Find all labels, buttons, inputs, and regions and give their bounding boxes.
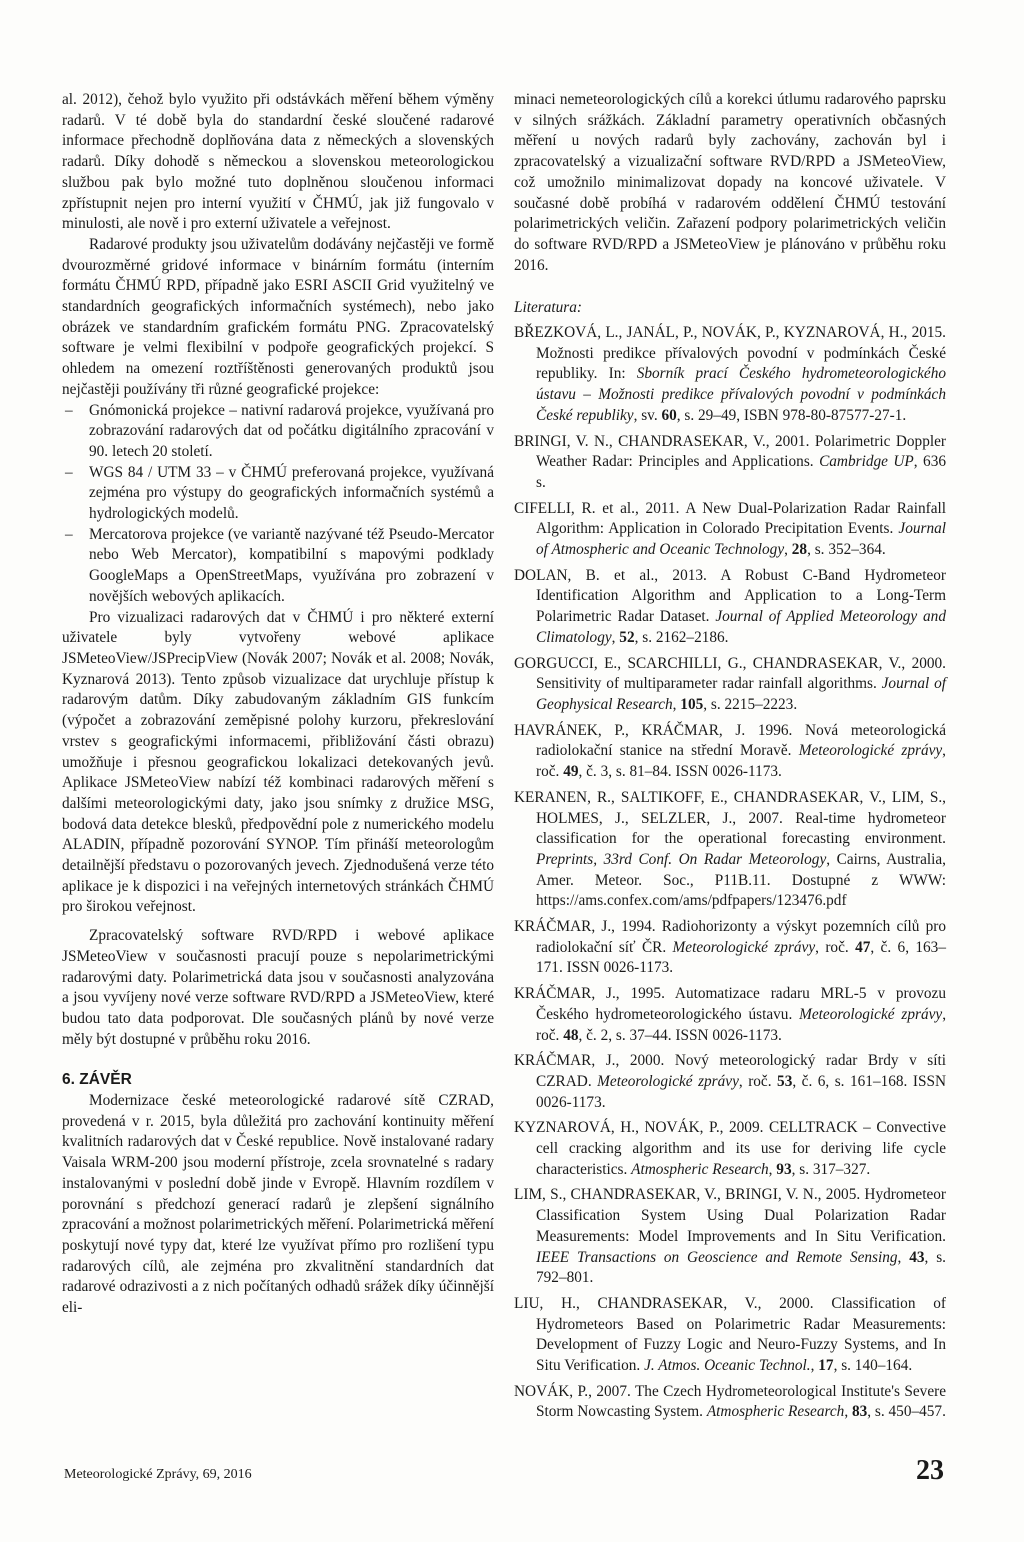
reference-mid: , Cairns, Australia, Amer. Meteor. Soc., P11B.11. Dostupné z WWW: https://ams.confex.com/ams/pdfpapers/123476.pdf: [536, 850, 946, 910]
literature-label: Literatura:: [514, 299, 582, 317]
paragraph: Radarové produkty jsou uživatelům dodávány nejčastěji ve formě dvourozměrné gridové informace v binárním formátu (interním formátu ČHMÚ RPD, případně jako ESRI ASCII Grid využitelný ve standardních geografických informačních systémech), nebo jako obrázek ve standardním grafickém formátu PNG. Zpracovatelský software je velmi flexibilní v podpoře geografických projekcí. S ohledem na omezení roztříštěnosti generovaných produktů jsou nejčastěji používány tři různé geografické projekce:: [62, 235, 494, 398]
reference-em: J. Atmos. Oceanic Technol.: [644, 1357, 811, 1375]
reference-em: Atmospheric Research: [706, 1403, 845, 1421]
reference-b: 60: [661, 406, 677, 424]
reference-item: [514, 917, 946, 979]
projection-list: [62, 401, 494, 608]
reference-item: [514, 1051, 946, 1113]
reference-pre: HAVRÁNEK, P., KRÁČMAR, J. 1996. Nová meteorologická radiolokační stanice na střední Moravě.: [514, 721, 946, 760]
page-number: 23: [916, 1455, 944, 1486]
reference-em: IEEE Transactions on Geoscience and Remote Sensing: [536, 1248, 898, 1266]
right-column: [514, 90, 946, 1428]
reference-b: 28: [791, 541, 808, 559]
paragraph: Zpracovatelský software RVD/RPD i webové aplikace JSMeteoView v současnosti pracují pouze s nepolarimetrickými radarovými daty. Polarimetrická data jsou v současnosti analyzována a jsou vyvíjeny nové verze software RVD/RPD a JSMeteoView, které budou tato data podporovat. Dle současných plánů by nové verze měly být dostupné v průběhu roku 2016.: [62, 927, 494, 1048]
reference-b: 17: [818, 1357, 834, 1375]
reference-post: , s. 352–364.: [807, 541, 886, 559]
reference-mid: , roč.: [536, 742, 946, 781]
reference-mid: ,: [784, 541, 792, 559]
list-item: – Gnómonická projekce – nativní radarová projekce, využívaná pro zobrazování radarových dat od počátku digitálního zpracování v 90. letech 20 století.: [62, 401, 494, 463]
reference-em: Atmospheric Research: [631, 1160, 769, 1178]
reference-item: [514, 499, 946, 561]
reference-post: , č. 6, 163–171. ISSN 0026-1173.: [536, 938, 946, 977]
reference-pre: DOLAN, B. et al., 2013. A Robust C-Band Hydrometeor Identification Algorithm and Application to a Long-Term Polarimetric Radar Dataset.: [514, 566, 946, 626]
reference-pre: LIM, S., CHANDRASEKAR, V., BRINGI, V. N., 2005. Hydrometeor Classification System Using Dual Polarization Radar Measurements: Model Improvements and In Situ Verification.: [514, 1186, 946, 1245]
paragraph: minaci nemeteorologických cílů a korekci útlumu radarového paprsku v silných srážkách. Základní parametry operativních občasných měření u nových radarů byly zachovány, zachován byl i zpracovatelský a vizualizační software RVD/RPD a JSMeteoView, což umožnilo minimalizovat dopady na koncové uživatele. V současné době probíhá v radarovém oddělení ČHMÚ testování polarimetrických veličin. Zařazení podpory polarimetrických veličin do software RVD/RPD a JSMeteoView je plánováno v průběhu roku 2016.: [514, 91, 946, 274]
reference-mid: , 636 s.: [536, 453, 946, 491]
reference-post: , č. 6, s. 161–168. ISSN 0026-1173.: [536, 1072, 947, 1111]
reference-pre: GORGUCCI, E., SCARCHILLI, G., CHANDRASEKAR, V., 2000. Sensitivity of multiparameter radar rainfall algorithms.: [514, 654, 946, 693]
section-heading: 6. ZÁVĚR: [62, 1071, 132, 1089]
reference-post: , s. 140–164.: [833, 1357, 913, 1375]
reference-em: Meteorologické zprávy: [597, 1072, 739, 1090]
reference-b: 48: [563, 1026, 579, 1044]
reference-mid: ,: [844, 1403, 852, 1421]
reference-b: 93: [776, 1160, 792, 1178]
reference-pre: BRINGI, V. N., CHANDRASEKAR, V., 2001. Polarimetric Doppler Weather Radar: Principles and Applications.: [514, 432, 946, 471]
reference-mid: ,: [810, 1357, 819, 1375]
list-item: – WGS 84 / UTM 33 – v ČHMÚ preferovaná projekce, využívaná zejména pro výstupy do geografických informačních systémů a hydrologických modelů.: [62, 463, 494, 525]
reference-em: Cambridge UP: [819, 453, 914, 471]
reference-post: , č. 2, s. 37–44. ISSN 0026-1173.: [578, 1026, 782, 1044]
list-item: – Mercatorova projekce (ve variantě nazývané též Pseudo-Mercator nebo Web Mercator), kompatibilní s mapovými podklady GoogleMaps a OpenStreetMaps, využívána pro zobrazení v novějších webových aplikacích.: [62, 525, 494, 608]
reference-post: , s. 317–327.: [791, 1160, 871, 1178]
reference-post: , č. 3, s. 81–84. ISSN 0026-1173.: [578, 763, 782, 781]
reference-pre: NOVÁK, P., 2007. The Czech Hydrometeorological Institute's Severe Storm Nowcasting System.: [514, 1382, 946, 1421]
paragraph: al. 2012), čehož bylo využito při odstávkách měření během výměny radarů. V té době byla do standardní české sloučené radarové informace přechodně doplňována data z německých a slovenských radarů. Díky dohodě s německou a slovenskou meteorologickou službou pak bylo možné tuto doplněnou sloučenou informaci zpřístupnit nejen pro interní využití v ČHMÚ, jak již fungovalo v minulosti, ale nově i pro externí uživatele a veřejnost.: [62, 91, 494, 233]
reference-mid: , roč.: [815, 938, 856, 956]
reference-pre: KRÁČMAR, J., 2000. Nový meteorologický radar Brdy v síti CZRAD.: [514, 1052, 946, 1090]
reference-post: , s. 792–801.: [536, 1248, 946, 1287]
reference-mid: ,: [897, 1248, 910, 1266]
reference-mid: ,: [611, 628, 620, 646]
reference-item: [514, 721, 946, 783]
paragraph: Pro vizualizaci radarových dat v ČHMÚ i pro některé externí uživatele byly vytvořeny webové aplikace JSMeteoView/JSPrecipView (Novák 2007; Novák et al. 2008; Novák, Kyznarová 2013). Tento způsob vizualizace dat urychluje přístup k radarovým datům. Díky zabudovaným základním GIS funkcím (výpočet a zobrazování zeměpisné polohy kurzoru, překreslování vrstev s geografickými informacemi, přibližování části obrazu) umožňuje i přesnou geografickou lokalizaci detekovaných jevů. Aplikace JSMeteoView nabízí též kombinaci radarových měření s dalšími meteorologickými daty, jako jsou snímky z družice MSG, bodová data detekce blesků, předpovědní pole z numerického modelu ALADIN, případně pozorování SYNOP. Tím přináší meteorologům detailnější představu o pozorovaných jevech. Zjednodušená verze této aplikace je k dispozici i na veřejných internetových stránkách ČHMÚ pro širokou veřejnost.: [62, 608, 494, 916]
reference-item: [514, 788, 946, 912]
reference-b: 52: [619, 628, 635, 646]
reference-mid: ,: [672, 695, 681, 713]
left-column: [62, 90, 494, 1319]
reference-b: 105: [680, 695, 704, 713]
reference-item: [514, 1294, 946, 1377]
reference-em: Journal of Applied Meteorology and Climatology: [536, 608, 946, 646]
reference-item: [514, 323, 946, 427]
reference-pre: LIU, H., CHANDRASEKAR, V., 2000. Classification of Hydrometeors Based on Polarimetric Radar Measurements: Development of Fuzzy Logic and Neuro-Fuzzy Systems, and In Situ Verification.: [514, 1294, 946, 1375]
reference-item: [514, 1382, 946, 1423]
reference-post: , s. 29–49, ISBN 978-80-87577-27-1.: [676, 406, 907, 424]
reference-em: Meteorologické zprávy: [672, 938, 816, 956]
reference-em: Meteorologické zprávy: [798, 742, 943, 760]
reference-em: Preprints, 33rd Conf. On Radar Meteorology: [536, 850, 827, 868]
reference-b: 47: [855, 938, 871, 956]
reference-mid: , roč.: [536, 1005, 947, 1044]
reference-b: 53: [777, 1072, 793, 1090]
reference-em: Journal of Atmospheric and Oceanic Technology: [536, 520, 946, 559]
reference-item: [514, 1185, 946, 1289]
footer-journal: Meteorologické Zprávy, 69, 2016: [64, 1467, 252, 1482]
reference-post: , s. 450–457.: [867, 1403, 946, 1421]
reference-item: [514, 566, 946, 649]
reference-item: [514, 432, 946, 494]
reference-pre: KERANEN, R., SALTIKOFF, E., CHANDRASEKAR, V., LIM, S., HOLMES, J., SELZLER, J., 2007. Real-time hydrometeor classification for the operational forecasting environment.: [514, 788, 946, 848]
reference-pre: CIFELLI, R. et al., 2011. A New Dual-Polarization Radar Rainfall Algorithm: Application in Colorado Precipitation Events.: [514, 499, 946, 538]
reference-post: , s. 2215–2223.: [703, 695, 798, 713]
reference-item: [514, 1118, 946, 1180]
reference-pre: BŘEZKOVÁ, L., JANÁL, P., NOVÁK, P., KYZNAROVÁ, H., 2015. Možnosti predikce přívalových povodní v podmínkách České republiky. In:: [514, 324, 946, 383]
reference-item: [514, 984, 946, 1046]
reference-em: Sborník prací Českého hydrometeorologického ústavu – Možnosti predikce přívalových povodní v podmínkách České republiky: [536, 365, 946, 424]
reference-pre: KYZNAROVÁ, H., NOVÁK, P., 2009. CELLTRACK – Convective cell cracking algorithm and its use for deriving life cycle characteristics.: [514, 1119, 946, 1178]
reference-b: 43: [909, 1248, 925, 1266]
reference-pre: KRÁČMAR, J., 1995. Automatizace radaru MRL-5 v provozu Českého hydrometeorologického ústavu.: [514, 985, 946, 1023]
reference-item: [514, 654, 946, 716]
reference-b: 49: [563, 763, 579, 781]
reference-pre: KRÁČMAR, J., 1994. Radiohorizonty a výskyt pozemních cílů pro radiolokační síť ČR.: [514, 918, 946, 956]
reference-em: Journal of Geophysical Research: [536, 675, 946, 713]
reference-list: [514, 323, 946, 1423]
reference-b: 83: [851, 1403, 868, 1421]
reference-mid: , sv.: [633, 406, 662, 424]
reference-mid: ,: [768, 1160, 777, 1178]
paragraph: Modernizace české meteorologické radarové sítě CZRAD, provedená v r. 2015, byla důležitá pro zachování kontinuity měření kvalitních radarových dat v České republice. Nově instalované radary Vaisala WRM-200 jsou moderní přístroje, zcela srovnatelné s radary instalovanými v poslední době jinde v Evropě. Hlavním rozdílem v porovnání s předchozí generací radarů je zlepšení signálního zpracování a možnost polarimetrických měření. Polarimetrická měření poskytují nové typy dat, které lze využívat přímo pro rozlišení typu radarových cílů, ale zejména pro zkvalitnění standardních dat radarové odrazivosti a z nich počítaných odhadů srážek díky účinnější eli-: [62, 1092, 494, 1317]
reference-mid: , roč.: [738, 1072, 778, 1090]
reference-post: , s. 2162–2186.: [634, 628, 729, 646]
reference-em: Meteorologické zprávy: [799, 1005, 943, 1023]
